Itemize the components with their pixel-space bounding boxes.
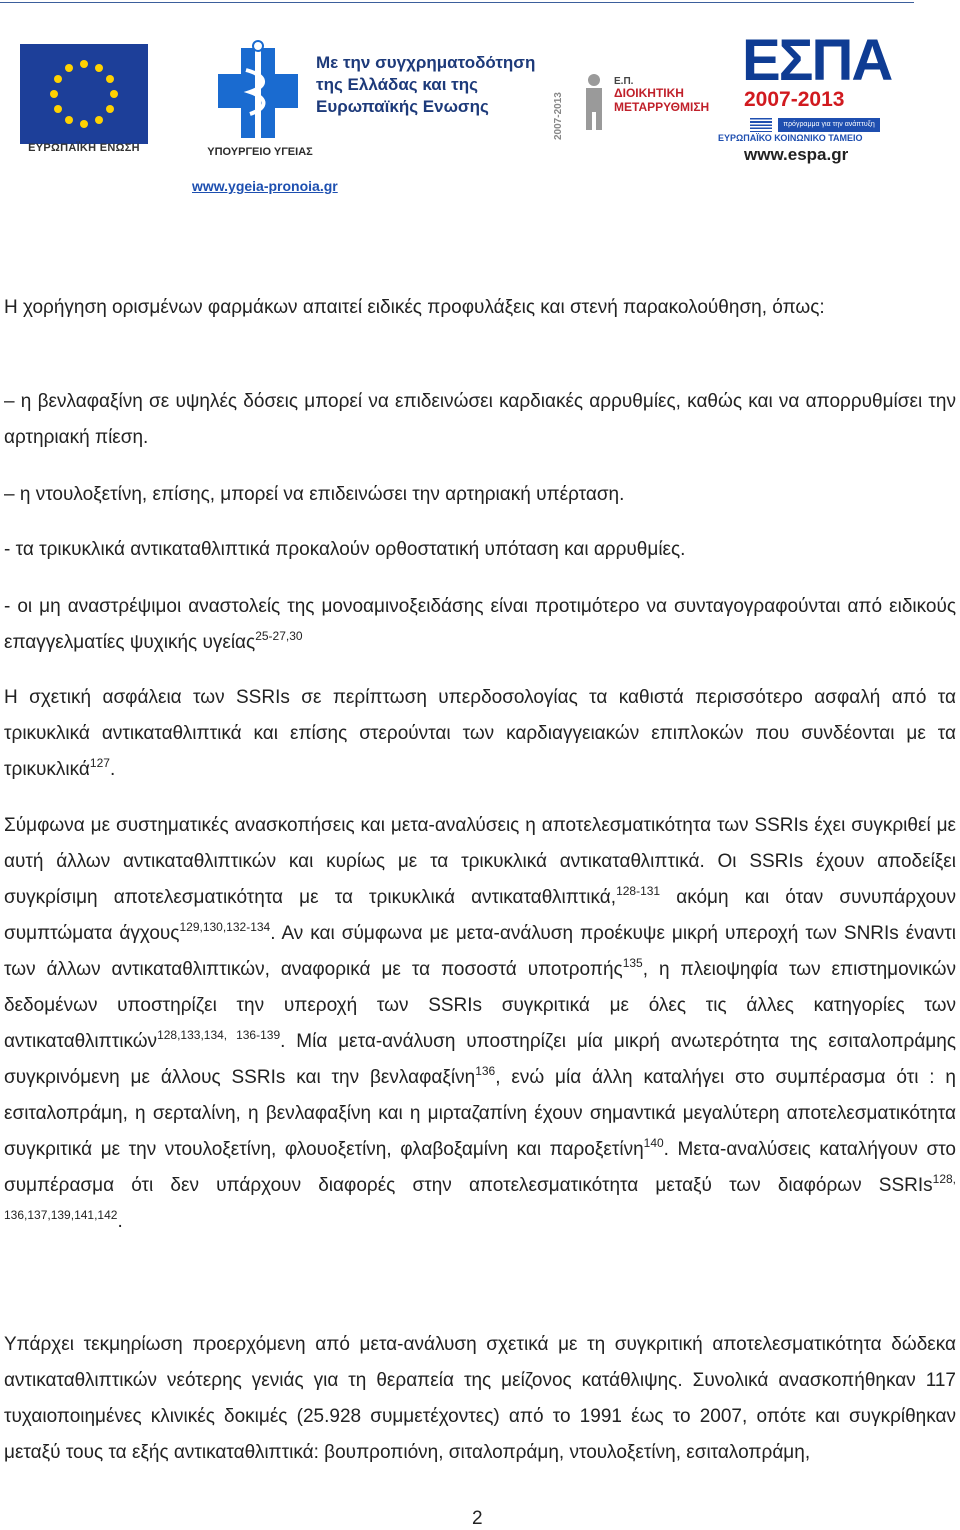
paragraph-ssri-safety bbox=[4, 680, 956, 788]
efficacy-text-c: . Αν και σύμφωνα με μετα-ανάλυση προέκυψε μικρή υπεροχή των SNRIs έναντι των άλλων αντικαταθλιπτικών, αναφορικά με τα ποσοστά υποτροπής bbox=[4, 923, 956, 980]
op-years-vertical: 2007-2013 bbox=[553, 92, 564, 140]
sentence-end: . bbox=[117, 1211, 123, 1232]
reference-superscript: 128-131 bbox=[616, 884, 661, 898]
efficacy-text-e: . Μία μετα-ανάλυση υποστηρίζει μία μικρή ανωτερότητα της εσιταλοπράμης συγκρινόμενη με άλλους SSRIs και την βενλαφαξίνη bbox=[4, 1031, 956, 1088]
greek-flag-icon bbox=[750, 118, 772, 132]
reference-superscript: 136 bbox=[475, 1064, 496, 1078]
efficacy-text-a: Σύμφωνα με συστηματικές ανασκοπήσεις και μετα-αναλύσεις η αποτελεσματικότητα των SSRIs έχει συγκριθεί με αυτή άλλων αντικαταθλιπτικών και κυρίως με τα τρικυκλικά αντικαταθλιπτικά. Οι SSRIs έχουν αποδείξει συγκρίσιμη αποτελεσματικότητα με τα τρικυκλικά αντικαταθλιπτικά, bbox=[4, 815, 956, 908]
paragraph-efficacy bbox=[4, 808, 956, 1240]
eu-caption: ΕΥΡΩΠΑΪΚΗ ΕΝΩΣΗ bbox=[28, 142, 140, 154]
cofinance-line-1: Με την συγχρηματοδότηση bbox=[316, 53, 536, 72]
eu-flag-icon bbox=[20, 44, 148, 144]
paragraph-maoi bbox=[4, 589, 956, 661]
reference-superscript: 135 bbox=[622, 956, 643, 970]
efficacy-text-d: , η πλειοψηφία των επιστημονικών δεδομένων υποστηρίζει την υπεροχή των SSRIs συγκριτικά με όλες τις άλλες κατηγορίες των αντικαταθλιπτικών bbox=[4, 959, 956, 1052]
espa-url-link[interactable]: www.espa.gr bbox=[744, 145, 849, 164]
espa-tagline: πρόγραμμα για την ανάπτυξη bbox=[778, 118, 880, 132]
reference-superscript: 25-27,30 bbox=[255, 629, 303, 643]
reference-superscript: 128, 136,137,139,141,142 bbox=[4, 1172, 956, 1222]
paragraph-precautions: Η χορήγηση ορισμένων φαρμάκων απαιτεί ειδικές προφυλάξεις και στενή παρακολούθηση, όπως: bbox=[4, 297, 825, 318]
paragraph-venlafaxine: – η βενλαφαξίνη σε υψηλές δόσεις μπορεί να επιδεινώσει καρδιακές αρρυθμίες, καθώς και να απορρυθμίσει την αρτηριακή πίεση. bbox=[4, 391, 956, 448]
ministry-url-link[interactable]: www.ygeia-pronoia.gr bbox=[192, 178, 338, 194]
person-figure-icon bbox=[578, 72, 610, 132]
efficacy-text-f: , ενώ μία άλλη καταλήγει στο συμπέρασμα ότι : η εσιταλοπράμη, η σερταλίνη, η βενλαφαξίνη και η μιρταζαπίνη έχουν σημαντικά μεγαλύτερη αποτελεσματικότητα συγκριτικά με την ντουλοξετίνη, φλουοξετίνη, φλαβοξαμίνη και παροξετίνη bbox=[4, 1067, 956, 1160]
cofinance-line-3: Ευρωπαϊκής Ενωσης bbox=[316, 97, 489, 116]
espa-caption: ΕΥΡΩΠΑΪΚΟ ΚΟΙΝΩΝΙΚΟ ΤΑΜΕΙΟ bbox=[718, 133, 863, 143]
paragraph-tricyclics: - τα τρικυκλικά αντικαταθλιπτικά προκαλούν ορθοστατική υπόταση και αρρυθμίες. bbox=[4, 539, 686, 560]
reference-superscript: 129,130,132-134 bbox=[179, 920, 271, 934]
cofinance-line-2: της Ελλάδας και της bbox=[316, 75, 478, 94]
reference-superscript: 128,133,134, 136-139 bbox=[157, 1028, 281, 1042]
cofinance-text bbox=[316, 52, 535, 118]
paragraph-duloxetine: – η ντουλοξετίνη, επίσης, μπορεί να επιδεινώσει την αρτηριακή υπέρταση. bbox=[4, 484, 625, 505]
paragraph-meta-analysis: Υπάρχει τεκμηρίωση προερχόμενη από μετα-ανάλυση σχετικά με τη συγκριτική αποτελεσματικότητα δώδεκα αντικαταθλιπτικών νεότερης γενιάς για τη θεραπεία της μείζονος κατάθλιψης. Συνολικά ανασκοπήθηκαν 117 τυχαιοποιημένες κλινικές δοκιμές (25.928 συμμετέχοντες) από το 1991 έως το 2007, οπότε και συγκρίθηκαν μεταξύ τους τα εξής αντικαταθλιπτικά: βουπροπιόνη, σιταλοπράμη, ντουλοξετίνη, εσιταλοπράμη, bbox=[4, 1334, 956, 1463]
efficacy-text-b: ακόμη και όταν συνυπάρχουν συμπτώματα άγχους bbox=[4, 887, 956, 944]
maoi-text: - οι μη αναστρέψιμοι αναστολείς της μονοαμινοξειδάσης είναι προτιμότερο να συνταγογραφούνται από ειδικούς επαγγελματίες ψυχικής υγείας bbox=[4, 596, 956, 653]
espa-title: ΕΣΠΑ bbox=[742, 28, 892, 93]
ministry-caption: ΥΠΟΥΡΓΕΙΟ ΥΓΕΙΑΣ bbox=[207, 146, 313, 158]
ministry-logo-icon bbox=[210, 40, 306, 150]
ssri-safety-text: Η σχετική ασφάλεια των SSRIs σε περίπτωση υπερδοσολογίας τα καθιστά περισσότερο ασφαλή από τα τρικυκλικά αντικαταθλιπτικά και επίσης στερούνται των καρδιαγγειακών επιπλοκών που συνδέονται με τα τρικυκλικά bbox=[4, 687, 956, 780]
admin-reform-line-1: ΔΙΟΙΚΗΤΙΚΗ bbox=[614, 86, 684, 100]
reference-superscript: 140 bbox=[643, 1136, 664, 1150]
reference-superscript: 127 bbox=[89, 756, 110, 770]
espa-years: 2007-2013 bbox=[744, 88, 845, 111]
op-label: Ε.Π. bbox=[614, 76, 634, 87]
admin-reform-line-2: ΜΕΤΑΡΡΥΘΜΙΣΗ bbox=[614, 100, 710, 114]
page-number: 2 bbox=[472, 1508, 483, 1529]
logo-banner bbox=[0, 0, 960, 210]
efficacy-text-g: . Μετα-αναλύσεις καταλήγουν στο συμπέρασμα ότι δεν υπάρχουν διαφορές στην αποτελεσματικότητα μεταξύ των διαφόρων SSRIs bbox=[4, 1139, 956, 1196]
sentence-end: . bbox=[109, 759, 116, 780]
